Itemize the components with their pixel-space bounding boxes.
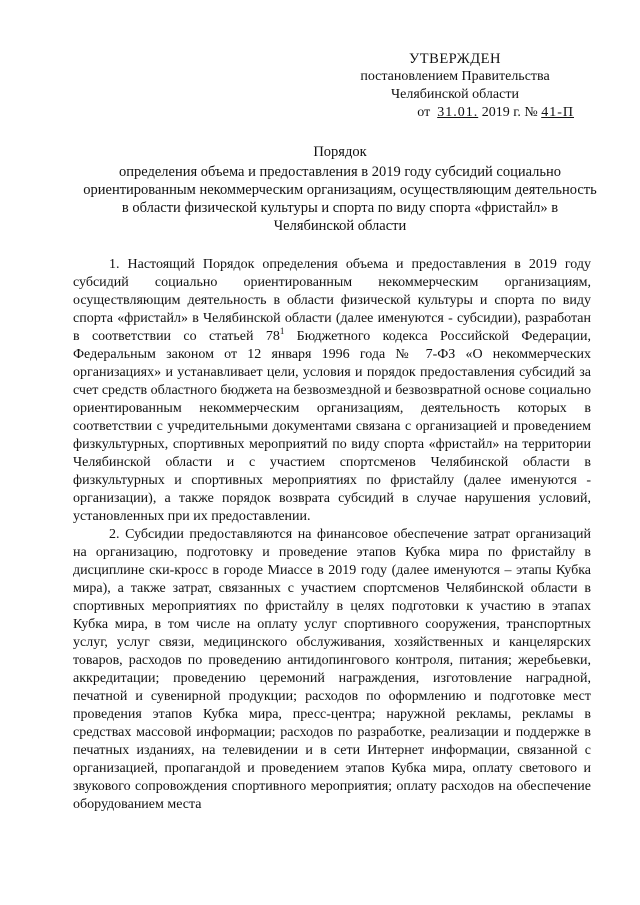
approval-stamp bbox=[330, 50, 580, 122]
title-heading: Порядок bbox=[313, 144, 367, 160]
document-title bbox=[80, 143, 600, 235]
article-superscript: 1 bbox=[279, 326, 285, 336]
approved-heading: УТВЕРЖДЕН bbox=[409, 51, 501, 67]
approval-number: 41-П bbox=[541, 105, 574, 120]
title-subtitle: определения объема и предоставления в 2019 году субсидий социально ориентированным некоммерческим организациям, осуществляющим деятельность в области физической культуры и спорта по виду спорта «фристайл» в Челябинской области bbox=[83, 164, 597, 234]
approval-date: 31.01. bbox=[437, 105, 479, 120]
from-label: от bbox=[417, 105, 431, 120]
approval-date-line bbox=[330, 104, 580, 122]
approval-line-1: постановлением Правительства bbox=[360, 69, 550, 84]
approval-line-2: Челябинской области bbox=[391, 87, 519, 102]
paragraph-1-start: 1. Настоящий Порядок определения объема и предоставления в 2019 году субсидий социально ориентированным некоммерческим организациям, осуществляющим деятельность в области физической культуры и спорта по виду спорта «фристайл» в Челябинской области (далее именуются - субсидии), разработан в соответствии со статьей 78 bbox=[73, 257, 591, 344]
document-body bbox=[73, 256, 591, 814]
paragraph-1 bbox=[73, 256, 591, 526]
approval-year: 2019 г. № bbox=[481, 105, 538, 120]
paragraph-1-end: Бюджетного кодекса Российской Федерации, Федеральным законом от 12 января 1996 года № 7-ФЗ «О некоммерческих организациях» и устанавливает цели, условия и порядок предоставления субсидий за счет средств областного бюджета на безвозмездной и безвозвратной основе социально ориентированным некоммерческим организациям, деятельность которых в соответствии с учредительными документами связана с организацией и проведением физкультурных, спортивных мероприятий по виду спорта «фристайл» на территории Челябинской области и с участием спортсменов Челябинской области в физкультурных и спортивных мероприятиях по фристайлу (далее именуются - организации), а также порядок возврата субсидий в случае нарушения условий, установленных при их предоставлении. bbox=[73, 329, 591, 524]
paragraph-2: 2. Субсидии предоставляются на финансовое обеспечение затрат организаций на организацию, подготовку и проведение этапов Кубка мира по фристайлу в дисциплине ски-кросс в городе Миассе в 2019 году (далее именуются – этапы Кубка мира), а также затрат, связанных с участием спортсменов Челябинской области в спортивных мероприятиях по фристайлу в целях подготовки к участию в этапах Кубка мира, в том числе на оплату услуг спортивного сооружения, транспортных услуг, услуг связи, медицинского обслуживания, хозяйственных и канцелярских товаров, расходов по проведению антидопингового контроля, питания; жеребьевки, аккредитации; проведению церемоний награждения, изготовление наградной, печатной и сувенирной продукции; расходов по оформлению и подготовке мест проведения этапов Кубка мира, пресс-центра; наружной рекламы, рекламы в средствах массовой информации; расходов по разработке, реализации и поддержке в печатных изданиях, на телевидении и в сети Интернет информации, связанной с организацией, пропагандой и проведением этапов Кубка мира, оплату светового и звукового сопровождения спортивного мероприятия; оплату расходов на обеспечение оборудованием места bbox=[73, 527, 591, 812]
